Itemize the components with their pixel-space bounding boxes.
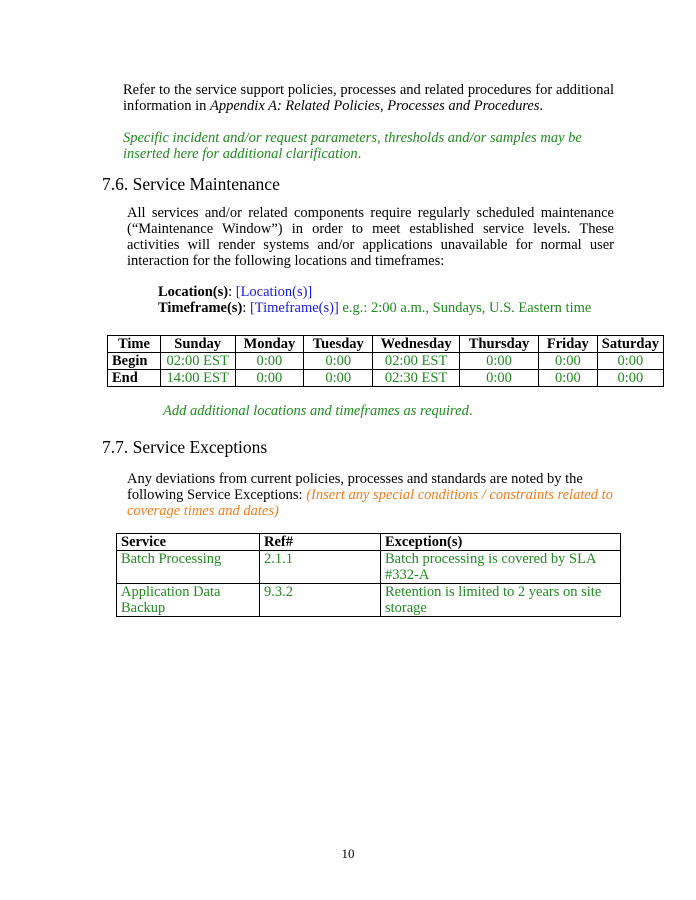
table-cell: Retention is limited to 2 years on site storage (381, 584, 621, 617)
timeframe-label: Timeframe(s) (158, 300, 243, 316)
table-cell: 9.3.2 (260, 584, 381, 617)
header-service: Service (117, 534, 260, 551)
location-line: Location(s): [Location(s)] (158, 284, 313, 300)
intro-note: Specific incident and/or request parameters, thresholds and/or samples may be inserted here for additional clarification. (123, 130, 582, 162)
section-heading-maintenance: 7.6. Service Maintenance (102, 174, 280, 194)
table-row (117, 584, 621, 617)
row-label-begin: Begin (108, 353, 161, 370)
table-cell: 02:00 EST (160, 353, 235, 370)
header-wednesday: Wednesday (373, 336, 460, 353)
table-cell: 02:00 EST (373, 353, 460, 370)
page-number: 10 (341, 846, 355, 861)
header-sunday: Sunday (160, 336, 235, 353)
header-monday: Monday (235, 336, 304, 353)
table-cell: 02:30 EST (373, 370, 460, 387)
table-cell: 0:00 (304, 370, 373, 387)
table-row (108, 370, 664, 387)
table-cell: 0:00 (538, 353, 597, 370)
maintenance-note: Add additional locations and timeframes as required. (163, 403, 473, 419)
service-exceptions-table (116, 533, 621, 617)
table-cell: 0:00 (597, 370, 663, 387)
location-value: [Location(s)] (235, 284, 313, 300)
section-heading-exceptions: 7.7. Service Exceptions (102, 437, 268, 457)
table-cell: Application Data Backup (117, 584, 260, 617)
table-cell: 0:00 (597, 353, 663, 370)
timeframe-example: e.g.: 2:00 a.m., Sundays, U.S. Eastern time (338, 300, 592, 316)
table-header-row (108, 336, 664, 353)
timeframe-line: Timeframe(s): [Timeframe(s)] e.g.: 2:00 a.m., Sundays, U.S. Eastern time (158, 300, 592, 316)
exceptions-paragraph: Any deviations from current policies, processes and standards are noted by the following Service Exceptions: (Insert any special conditions / constraints related to coverage times and dates) (127, 471, 613, 519)
table-cell: 0:00 (235, 370, 304, 387)
table-row (108, 353, 664, 370)
intro-paragraph: Refer to the service support policies, processes and related procedures for additional information in Appendix A: Related Policies, Processes and Procedures. (123, 82, 614, 114)
table-cell: Batch processing is covered by SLA #332-A (381, 551, 621, 584)
maintenance-window-table (107, 335, 664, 387)
location-label: Location(s) (158, 284, 229, 300)
table-cell: 0:00 (460, 370, 539, 387)
table-cell: 2.1.1 (260, 551, 381, 584)
timeframe-value: [Timeframe(s)] (249, 300, 339, 316)
table-cell: Batch Processing (117, 551, 260, 584)
row-label-end: End (108, 370, 161, 387)
header-exceptions: Exception(s) (381, 534, 621, 551)
exceptions-instruction: (Insert any special conditions / constraints related to coverage times and dates) (127, 487, 613, 519)
table-header-row (117, 534, 621, 551)
header-saturday: Saturday (597, 336, 663, 353)
table-cell: 14:00 EST (160, 370, 235, 387)
table-cell: 0:00 (304, 353, 373, 370)
header-tuesday: Tuesday (304, 336, 373, 353)
table-cell: 0:00 (235, 353, 304, 370)
table-cell: 0:00 (460, 353, 539, 370)
table-row (117, 551, 621, 584)
header-ref: Ref# (260, 534, 381, 551)
table-cell: 0:00 (538, 370, 597, 387)
maintenance-paragraph: All services and/or related components require regularly scheduled maintenance (“Maintenance Window”) in order to meet established service levels. These activities will render systems and/or applications unavailable for normal user interaction for the following locations and timeframes: (127, 205, 614, 269)
appendix-reference: Appendix A: Related Policies, Processes and Procedures (210, 98, 540, 114)
header-thursday: Thursday (460, 336, 539, 353)
header-time: Time (108, 336, 161, 353)
header-friday: Friday (538, 336, 597, 353)
